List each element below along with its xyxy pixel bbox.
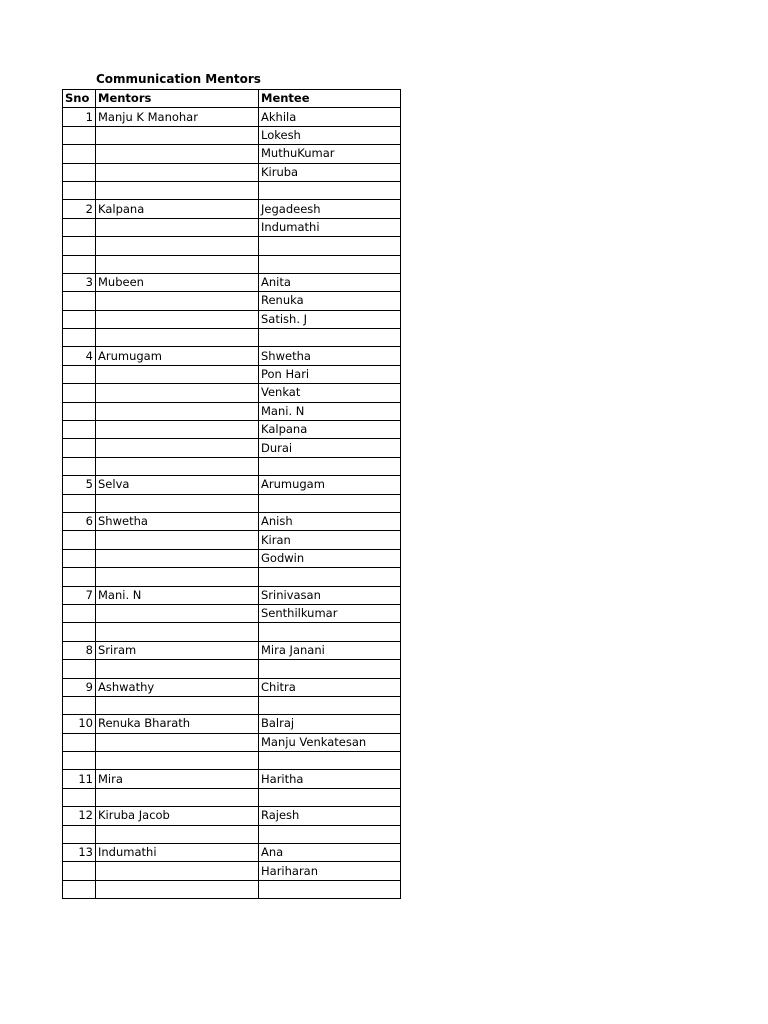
table-row [63, 512, 401, 530]
mentor-cell[interactable] [96, 126, 259, 144]
header-mentee[interactable]: Mentee [259, 90, 401, 108]
mentor-cell[interactable]: Mani. N [96, 586, 259, 604]
mentor-cell[interactable] [96, 494, 259, 512]
mentor-cell[interactable] [96, 733, 259, 751]
sno-cell[interactable] [63, 421, 96, 439]
mentor-cell[interactable] [96, 862, 259, 880]
mentee-cell[interactable]: Anita [259, 273, 401, 291]
table-row [63, 807, 401, 825]
table-row [63, 880, 401, 898]
mentor-cell[interactable]: Mubeen [96, 273, 259, 291]
mentor-cell[interactable]: Indumathi [96, 844, 259, 862]
mentor-cell[interactable]: Mira [96, 770, 259, 788]
table-body [63, 90, 401, 899]
mentor-cell[interactable] [96, 880, 259, 898]
sno-cell[interactable] [63, 788, 96, 806]
mentee-cell[interactable]: Venkat [259, 384, 401, 402]
mentee-cell[interactable]: Indumathi [259, 218, 401, 236]
sno-cell[interactable]: 3 [63, 273, 96, 291]
mentor-cell[interactable]: Ashwathy [96, 678, 259, 696]
mentor-cell[interactable] [96, 604, 259, 622]
mentee-cell[interactable]: Senthilkumar [259, 604, 401, 622]
sno-cell[interactable]: 9 [63, 678, 96, 696]
sno-cell[interactable] [63, 531, 96, 549]
sno-cell[interactable] [63, 126, 96, 144]
mentor-cell[interactable] [96, 237, 259, 255]
table-row [63, 715, 401, 733]
mentor-cell[interactable] [96, 568, 259, 586]
table-row [63, 696, 401, 714]
table-row [63, 568, 401, 586]
mentor-cell[interactable] [96, 255, 259, 273]
mentee-cell[interactable]: Durai [259, 439, 401, 457]
sno-cell[interactable] [63, 218, 96, 236]
sno-cell[interactable] [63, 402, 96, 420]
mentor-cell[interactable] [96, 439, 259, 457]
mentee-cell[interactable] [259, 568, 401, 586]
mentor-cell[interactable] [96, 145, 259, 163]
sno-cell[interactable] [63, 604, 96, 622]
mentee-cell[interactable]: Kiran [259, 531, 401, 549]
mentor-cell[interactable]: Shwetha [96, 512, 259, 530]
mentee-cell[interactable]: Shwetha [259, 347, 401, 365]
table-row [63, 439, 401, 457]
sno-cell[interactable] [63, 494, 96, 512]
table-row [63, 752, 401, 770]
mentee-cell[interactable]: Haritha [259, 770, 401, 788]
table-row [63, 145, 401, 163]
mentor-cell[interactable] [96, 788, 259, 806]
mentor-cell[interactable] [96, 457, 259, 475]
mentee-cell[interactable]: Ana [259, 844, 401, 862]
table-row [63, 273, 401, 291]
mentee-cell[interactable]: Akhila [259, 108, 401, 126]
mentee-cell[interactable]: Srinivasan [259, 586, 401, 604]
mentor-cell[interactable] [96, 825, 259, 843]
sno-cell[interactable] [63, 255, 96, 273]
sno-cell[interactable] [63, 292, 96, 310]
table-row [63, 163, 401, 181]
mentee-cell[interactable] [259, 237, 401, 255]
mentor-cell[interactable]: Renuka Bharath [96, 715, 259, 733]
sno-cell[interactable]: 13 [63, 844, 96, 862]
mentor-cell[interactable] [96, 384, 259, 402]
mentee-cell[interactable] [259, 880, 401, 898]
table-row [63, 788, 401, 806]
mentor-cell[interactable] [96, 329, 259, 347]
sno-cell[interactable] [63, 568, 96, 586]
mentee-cell[interactable]: Mira Janani [259, 641, 401, 659]
mentee-cell[interactable] [259, 494, 401, 512]
mentor-cell[interactable] [96, 696, 259, 714]
mentor-cell[interactable]: Sriram [96, 641, 259, 659]
table-row [63, 402, 401, 420]
sno-cell[interactable]: 12 [63, 807, 96, 825]
mentor-cell[interactable] [96, 660, 259, 678]
table-row [63, 384, 401, 402]
mentor-cell[interactable]: Manju K Manohar [96, 108, 259, 126]
mentor-cell[interactable] [96, 549, 259, 567]
sno-cell[interactable] [63, 696, 96, 714]
sno-cell[interactable] [63, 310, 96, 328]
mentor-cell[interactable]: Selva [96, 476, 259, 494]
mentor-cell[interactable] [96, 421, 259, 439]
sno-cell[interactable] [63, 880, 96, 898]
mentor-cell[interactable]: Kalpana [96, 200, 259, 218]
sheet-title: Communication Mentors [96, 72, 261, 86]
table-row [63, 641, 401, 659]
mentor-cell[interactable] [96, 218, 259, 236]
mentee-cell[interactable]: Jegadeesh [259, 200, 401, 218]
mentor-cell[interactable]: Kiruba Jacob [96, 807, 259, 825]
sno-cell[interactable] [63, 660, 96, 678]
mentee-cell[interactable]: Kiruba [259, 163, 401, 181]
table-row [63, 200, 401, 218]
mentee-cell[interactable]: Lokesh [259, 126, 401, 144]
mentor-cell[interactable] [96, 365, 259, 383]
mentee-cell[interactable]: Anish [259, 512, 401, 530]
mentee-cell[interactable] [259, 181, 401, 199]
sno-cell[interactable]: 5 [63, 476, 96, 494]
table-row [63, 476, 401, 494]
mentee-cell[interactable] [259, 329, 401, 347]
table-row [63, 255, 401, 273]
table-row [63, 531, 401, 549]
header-sno[interactable]: Sno [63, 90, 96, 108]
mentor-cell[interactable]: Arumugam [96, 347, 259, 365]
mentors-table [62, 89, 401, 899]
table-row [63, 844, 401, 862]
sno-cell[interactable] [63, 163, 96, 181]
mentee-cell[interactable] [259, 457, 401, 475]
sno-cell[interactable] [63, 623, 96, 641]
table-row [63, 457, 401, 475]
sno-cell[interactable] [63, 384, 96, 402]
mentee-cell[interactable] [259, 825, 401, 843]
table-row [63, 181, 401, 199]
sno-cell[interactable] [63, 237, 96, 255]
table-row [63, 108, 401, 126]
mentee-cell[interactable]: MuthuKumar [259, 145, 401, 163]
table-row [63, 292, 401, 310]
sno-cell[interactable]: 11 [63, 770, 96, 788]
table-row [63, 660, 401, 678]
header-mentors[interactable]: Mentors [96, 90, 259, 108]
table-row [63, 494, 401, 512]
mentee-cell[interactable]: Pon Hari [259, 365, 401, 383]
mentee-cell[interactable] [259, 255, 401, 273]
mentee-cell[interactable]: Kalpana [259, 421, 401, 439]
mentor-cell[interactable] [96, 531, 259, 549]
sno-cell[interactable]: 2 [63, 200, 96, 218]
table-row [63, 733, 401, 751]
table-row [63, 770, 401, 788]
mentor-cell[interactable] [96, 181, 259, 199]
sno-cell[interactable]: 7 [63, 586, 96, 604]
mentee-cell[interactable]: Rajesh [259, 807, 401, 825]
sno-cell[interactable]: 4 [63, 347, 96, 365]
table-row [63, 586, 401, 604]
mentee-cell[interactable]: Renuka [259, 292, 401, 310]
mentee-cell[interactable] [259, 752, 401, 770]
table-row [63, 825, 401, 843]
mentee-cell[interactable]: Arumugam [259, 476, 401, 494]
mentee-cell[interactable]: Satish. J [259, 310, 401, 328]
table-row [63, 237, 401, 255]
mentee-cell[interactable]: Balraj [259, 715, 401, 733]
table-row [63, 678, 401, 696]
table-row [63, 365, 401, 383]
mentee-cell[interactable] [259, 696, 401, 714]
table-row [63, 347, 401, 365]
sno-cell[interactable] [63, 825, 96, 843]
sno-cell[interactable] [63, 862, 96, 880]
table-row [63, 549, 401, 567]
table-row [63, 862, 401, 880]
sno-cell[interactable]: 10 [63, 715, 96, 733]
table-row [63, 310, 401, 328]
table-row [63, 421, 401, 439]
sno-cell[interactable] [63, 181, 96, 199]
sno-cell[interactable] [63, 329, 96, 347]
mentee-cell[interactable]: Hariharan [259, 862, 401, 880]
mentor-cell[interactable] [96, 163, 259, 181]
mentee-cell[interactable]: Manju Venkatesan [259, 733, 401, 751]
sno-cell[interactable] [63, 549, 96, 567]
sno-cell[interactable]: 1 [63, 108, 96, 126]
mentor-cell[interactable] [96, 310, 259, 328]
header-row [63, 90, 401, 108]
table-row [63, 218, 401, 236]
table-row [63, 126, 401, 144]
mentee-cell[interactable]: Mani. N [259, 402, 401, 420]
table-row [63, 604, 401, 622]
mentor-cell[interactable] [96, 292, 259, 310]
mentee-cell[interactable] [259, 660, 401, 678]
mentee-cell[interactable] [259, 788, 401, 806]
sno-cell[interactable]: 8 [63, 641, 96, 659]
sno-cell[interactable] [63, 457, 96, 475]
table-row [63, 329, 401, 347]
mentee-cell[interactable]: Godwin [259, 549, 401, 567]
mentor-cell[interactable] [96, 402, 259, 420]
sno-cell[interactable] [63, 752, 96, 770]
mentor-cell[interactable] [96, 752, 259, 770]
mentee-cell[interactable]: Chitra [259, 678, 401, 696]
table-row [63, 623, 401, 641]
sno-cell[interactable] [63, 733, 96, 751]
mentee-cell[interactable] [259, 623, 401, 641]
sno-cell[interactable] [63, 145, 96, 163]
sno-cell[interactable] [63, 439, 96, 457]
sno-cell[interactable] [63, 365, 96, 383]
mentor-cell[interactable] [96, 623, 259, 641]
sno-cell[interactable]: 6 [63, 512, 96, 530]
